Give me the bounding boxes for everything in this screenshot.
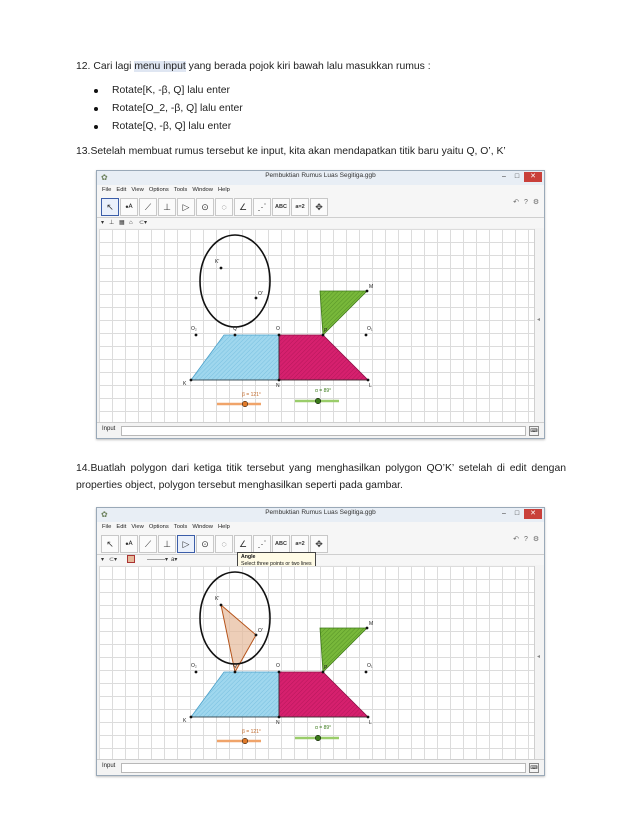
point-o2[interactable] [195,671,198,674]
geogebra-window-2 [96,507,545,776]
move-tool[interactable] [101,535,119,553]
slider-beta-knob[interactable] [242,738,248,744]
bullet-dot-icon [94,89,98,93]
style-bar [97,218,544,228]
circle-icon: ⊙ [201,202,209,212]
reflect-icon: ⋰ [257,539,267,549]
perpendicular-tool[interactable] [158,535,176,553]
geogebra-app-icon: ✿ [101,173,108,182]
title-bar [97,508,544,522]
step-13-text: 13.Setelah membuat rumus tersebut ke input, kita akan mendapatkan titik baru yaitu Q, O’, K’ [76,146,506,157]
input-label: Input [102,763,116,769]
label-m: M [369,621,374,627]
angle-icon: ∠ [238,539,248,549]
text-tool[interactable] [272,535,290,553]
menu-bar [97,522,544,532]
menu-file[interactable]: File [102,524,112,530]
menu-options[interactable]: Options [148,187,169,193]
point-o-prime[interactable] [255,634,258,637]
label-p: P [324,328,328,334]
minimize-button[interactable]: – [502,510,506,517]
step-14-text: 14.Buatlah polygon dari ketiga titik tersebut yang menghasilkan polygon QO’K’ setelah di edit dengan properties object, polygon tersebut menghasilkan seperti pada gambar. [76,463,566,491]
polygon-icon: ▷ [182,202,190,212]
settings-icon[interactable]: ⚙ [532,199,540,206]
label-q: Q [233,663,237,669]
reflect-icon: ⋰ [257,202,267,212]
grid-icon[interactable]: ▦ [119,220,125,226]
move-cross-icon: ✥ [315,202,323,212]
construction-drawing [99,566,534,759]
line-icon: ⟋ [144,539,152,549]
ellipse-tool[interactable] [215,535,233,553]
toolbar [97,195,544,218]
keyboard-icon[interactable]: ⌨ [530,428,538,434]
slider-beta-label: β = 121° [242,729,261,735]
move-graphics-tool[interactable] [310,535,328,553]
point-n[interactable] [278,716,281,719]
geogebra-window-1 [96,170,545,439]
polygon-icon: ▷ [182,539,190,549]
menu-bar [97,185,544,195]
slider-alpha-label: α = 89° [315,388,332,394]
input-field[interactable] [121,763,526,773]
line-style-icon[interactable]: ———▾ [147,557,169,563]
point-icon: •ᴬ [125,539,133,549]
minimize-button[interactable]: – [502,173,506,180]
menu-help[interactable]: Help [217,524,230,530]
point-q[interactable] [234,671,237,674]
label-p: P [324,665,328,671]
keyboard-icon[interactable]: ⌨ [530,765,538,771]
graphics-view[interactable] [99,566,534,759]
label-o: O [276,326,280,332]
menu-edit[interactable]: Edit [116,524,127,530]
ellipse-tool[interactable] [215,198,233,216]
line-tool[interactable] [139,535,157,553]
step-12-highlight: menu input [134,61,186,72]
construction-drawing [99,229,534,422]
label-q: Q [233,326,237,332]
point-l[interactable] [367,716,370,719]
cursor-arrow-icon: ↖ [106,539,114,549]
point-o[interactable] [278,334,281,337]
tooltip-text: Select three points or two lines [241,560,312,567]
abc-label: ABC [275,204,287,210]
abc-label: ABC [275,541,287,547]
point-o2[interactable] [195,334,198,337]
menu-window[interactable]: Window [192,187,213,193]
style-bar [97,555,544,565]
input-bar [97,759,544,775]
label-n: N [276,383,280,389]
bullet-dot-icon [94,125,98,129]
point-k-prime[interactable] [220,604,223,607]
axes-icon[interactable]: ⊥ [109,220,115,226]
point-q[interactable] [234,334,237,337]
line-tool[interactable] [139,198,157,216]
collapse-icon: ◂ [537,653,541,660]
toolbar [97,532,544,555]
label-o: O [276,663,280,669]
collapse-icon: ◂ [537,316,541,323]
angle-tool[interactable] [234,198,252,216]
polygon-tool[interactable] [177,535,195,553]
point-o1[interactable] [365,334,368,337]
label-m: M [369,284,374,290]
label-style-icon[interactable]: a▾ [171,557,178,563]
undo-icon[interactable]: ↶ [513,199,519,206]
line-icon: ⟋ [144,202,152,212]
point-m[interactable] [366,627,369,630]
menu-options[interactable]: Options [148,524,169,530]
ellipse-icon: ◌ [221,539,227,549]
point-l[interactable] [367,379,370,382]
point-k[interactable] [190,716,193,719]
bullet-text: Rotate[O_2, -β, Q] lalu enter [112,103,243,114]
home-icon[interactable]: ⌂ [129,220,133,226]
label-o-prime: O' [258,291,263,297]
label-k: K [183,718,187,724]
menu-help[interactable]: Help [217,187,230,193]
step-12-suffix: yang berada pojok kiri bawah lalu masukkan rumus : [185,61,431,72]
bullet-text: Rotate[Q, -β, Q] lalu enter [112,121,232,132]
slider-tool[interactable] [291,198,309,216]
help-icon[interactable]: ? [524,199,528,206]
point-n[interactable] [278,379,281,382]
point-tool[interactable] [120,198,138,216]
label-o2: O₂ [191,663,197,669]
cursor-arrow-icon: ↖ [106,202,114,212]
point-capture-icon[interactable]: ⊂▾ [139,220,148,226]
slider-beta-label: β = 121° [242,392,261,398]
settings-icon[interactable]: ⚙ [532,536,540,543]
circle-icon: ⊙ [201,539,209,549]
point-m[interactable] [366,290,369,293]
label-o1: O₁ [367,326,373,332]
slider-alpha-knob[interactable] [315,735,321,741]
point-k-prime[interactable] [220,267,223,270]
slider-alpha-label: α = 89° [315,725,332,731]
label-k: K [183,381,187,387]
menu-tools[interactable]: Tools [173,524,188,530]
point-p[interactable] [322,671,325,674]
title-bar [97,171,544,185]
move-graphics-tool[interactable] [310,198,328,216]
slider-tool[interactable] [291,535,309,553]
point-capture-icon[interactable]: ⊂▾ [109,557,118,563]
input-label: Input [102,426,116,432]
move-tool[interactable] [101,198,119,216]
slider-beta-knob[interactable] [242,401,248,407]
point-o-prime[interactable] [255,297,258,300]
input-field[interactable] [121,426,526,436]
circle-tool[interactable] [196,198,214,216]
maximize-button[interactable]: □ [514,510,520,517]
point-icon: •ᴬ [125,202,133,212]
color-swatch-icon[interactable] [127,555,130,565]
algebra-toggle[interactable] [534,566,544,759]
perpendicular-icon: ⊥ [163,539,171,549]
label-k-prime: K' [215,259,220,265]
menu-edit[interactable]: Edit [116,187,127,193]
label-o2: O₂ [191,326,197,332]
point-o1[interactable] [365,671,368,674]
slider-tool-label: a=2 [295,204,305,210]
window-title: Pembuktian Rumus Luas Segitiga.ggb [265,509,376,516]
label-o-prime: O' [258,628,263,634]
polygon-tool[interactable] [177,198,195,216]
maximize-button[interactable]: □ [514,173,520,180]
bullet-text: Rotate[K, -β, Q] lalu enter [112,85,231,96]
toggle-stylebar-icon[interactable]: ▾ [101,557,105,563]
menu-view[interactable]: View [131,524,144,530]
menu-file[interactable]: File [102,187,112,193]
step-12-prefix: 12. Cari lagi [76,61,135,72]
menu-tools[interactable]: Tools [173,187,188,193]
tooltip-title: Angle [241,554,256,560]
label-k-prime: K' [215,596,220,602]
perpendicular-tool[interactable] [158,198,176,216]
window-controls [498,172,542,183]
reflect-tool[interactable] [253,198,271,216]
undo-icon[interactable]: ↶ [513,536,519,543]
ellipse-icon: ◌ [221,202,227,212]
window-controls [498,509,542,520]
geogebra-app-icon: ✿ [101,510,108,519]
help-icon[interactable]: ? [524,536,528,543]
algebra-toggle[interactable] [534,229,544,422]
angle-icon: ∠ [238,202,248,212]
menu-view[interactable]: View [131,187,144,193]
circle-tool[interactable] [196,535,214,553]
label-o1: O₁ [367,663,373,669]
close-button[interactable]: ✕ [524,172,542,182]
point-o[interactable] [278,671,281,674]
graphics-view[interactable] [99,229,534,422]
label-n: N [276,720,280,726]
ellipse-curve[interactable] [200,235,270,327]
toggle-stylebar-icon[interactable]: ▾ [101,220,105,226]
input-bar [97,422,544,438]
point-k[interactable] [190,379,193,382]
move-cross-icon: ✥ [315,539,323,549]
slider-alpha-knob[interactable] [315,398,321,404]
point-tool[interactable] [120,535,138,553]
reflect-tool[interactable] [253,535,271,553]
perpendicular-icon: ⊥ [163,202,171,212]
window-title: Pembuktian Rumus Luas Segitiga.ggb [265,172,376,179]
label-l: L [369,720,372,726]
slider-tool-label: a=2 [295,541,305,547]
point-p[interactable] [322,334,325,337]
close-button[interactable]: ✕ [524,509,542,519]
step-12-text [76,58,566,75]
angle-tool[interactable] [234,535,252,553]
label-l: L [369,383,372,389]
bullet-dot-icon [94,107,98,111]
text-tool[interactable] [272,198,290,216]
menu-window[interactable]: Window [192,524,213,530]
